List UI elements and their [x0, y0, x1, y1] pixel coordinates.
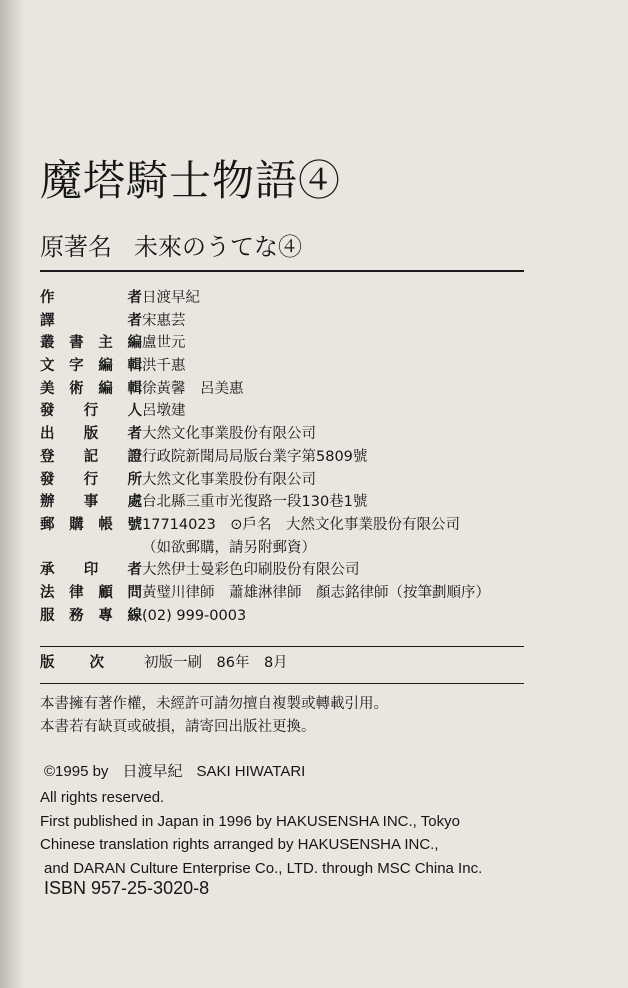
credit-row	[40, 514, 490, 537]
divider-top	[40, 270, 524, 272]
credit-value: 行政院新聞局局版台業字第5809號	[142, 448, 368, 465]
credit-row	[40, 423, 490, 446]
credit-value: 17714023 ⊙戶名 大然文化事業股份有限公司	[142, 516, 460, 533]
credit-label: 叢書主編	[40, 335, 142, 352]
english-line: All rights reserved.	[40, 789, 165, 806]
credit-label: 辦事處	[40, 494, 142, 511]
edition-value: 初版一刷 86年 8月	[144, 655, 288, 671]
english-line: First published in Japan in 1996 by HAKUSENSHA INC., Tokyo	[40, 812, 460, 830]
english-line: and DARAN Culture Enterprise Co., LTD. through MSC China Inc.	[44, 859, 483, 877]
credit-row	[40, 378, 490, 401]
credit-label: 美術編輯	[40, 380, 142, 397]
credit-value: 呂墩建	[142, 403, 186, 420]
notice-line: 本書若有缺頁或破損，請寄回出版社更換。	[40, 719, 316, 735]
copyright-notices	[40, 693, 388, 739]
credit-value: (02) 999-0003	[142, 607, 247, 624]
credit-label: 作 者	[40, 290, 142, 306]
credit-value: 徐黃馨 呂美惠	[142, 380, 244, 397]
page-edge-shadow	[0, 0, 24, 988]
book-title: 魔塔騎士物語④	[40, 156, 342, 205]
credit-value: 大然文化事業股份有限公司	[142, 426, 316, 443]
copyright-author-en: SAKI HIWATARI	[196, 763, 306, 780]
isbn: ISBN 957-25-3020-8	[44, 878, 210, 898]
edition-label: 版 次	[40, 655, 104, 671]
credit-row	[40, 582, 490, 605]
credit-label: 承印者	[40, 562, 142, 579]
credit-value: 大然伊士曼彩色印刷股份有限公司	[142, 562, 360, 579]
credit-row	[40, 355, 490, 378]
credit-value: （如欲郵購，請另附郵資）	[142, 539, 316, 556]
credit-row	[40, 559, 490, 582]
credit-value: 盧世元	[142, 335, 186, 352]
credit-value: 洪千惠	[142, 358, 186, 375]
divider-edition-top	[40, 646, 524, 647]
edition-row	[40, 651, 288, 672]
credit-row	[40, 446, 490, 469]
credit-row	[40, 537, 490, 560]
credit-row	[40, 605, 490, 628]
english-line: Chinese translation rights arranged by HAKUSENSHA INC.,	[40, 836, 439, 853]
credit-row	[40, 332, 490, 355]
credit-label: 登記證	[40, 448, 142, 465]
credit-row	[40, 469, 490, 492]
credit-row	[40, 491, 490, 514]
credit-label: 服務專線	[40, 607, 142, 624]
copyright-line	[44, 760, 319, 781]
copyright-year: ©1995 by	[44, 763, 109, 780]
credit-value: 台北縣三重市光復路一段130巷1號	[142, 494, 368, 511]
credit-label: 發行人	[40, 403, 142, 420]
notice-line: 本書擁有著作權，未經許可請勿擅自複製或轉載引用。	[40, 696, 388, 712]
credits-list	[40, 287, 490, 627]
original-title-row	[40, 227, 302, 262]
credit-label: 發行所	[40, 471, 142, 488]
credit-value: 日渡早紀	[142, 290, 200, 306]
copyright-author-jp: 日渡早紀	[122, 763, 183, 780]
english-rights-block	[40, 786, 482, 880]
credit-value: 宋惠芸	[142, 312, 186, 329]
credit-row	[40, 400, 490, 423]
original-title-label: 原著名	[40, 233, 112, 261]
credit-value: 黃璧川律師 蕭雄淋律師 顏志銘律師（按筆劃順序）	[142, 584, 490, 601]
credit-label: 出版者	[40, 426, 142, 443]
credit-value: 大然文化事業股份有限公司	[142, 471, 316, 488]
credit-row	[40, 310, 490, 333]
original-title-value: 未來のうてな④	[134, 233, 302, 261]
credit-label: 郵購帳號	[40, 516, 142, 533]
credit-label: 譯 者	[40, 312, 142, 329]
divider-edition-bottom	[40, 683, 524, 684]
credit-row	[40, 287, 490, 310]
credit-label	[40, 537, 142, 560]
credit-label: 文字編輯	[40, 358, 142, 375]
credit-label: 法律顧問	[40, 584, 142, 601]
